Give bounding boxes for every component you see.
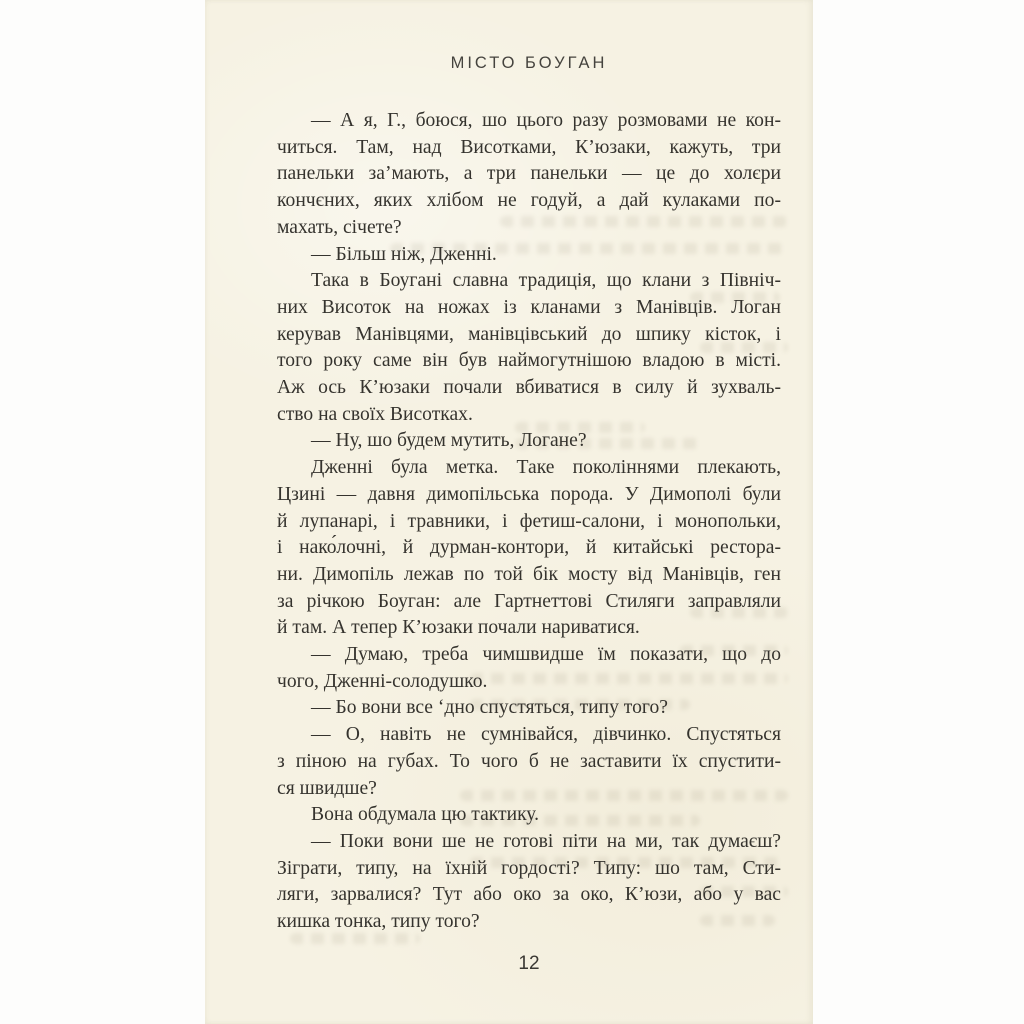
- text-line: Зіграти, типу, на їхній гордості? Типу: шо там, Сти-: [277, 857, 781, 879]
- text-line: панельки за’мають, а три панельки — це до холєри: [277, 163, 781, 185]
- book-page: [205, 0, 813, 1024]
- text-line: — Ну, шо будем мутить, Логане?: [311, 430, 587, 452]
- text-line: Аж ось К’юзаки почали вбиватися в силу й зухваль-: [277, 377, 781, 399]
- text-line: махать, січете?: [277, 216, 402, 238]
- text-line: і нако́лочні, й дурман-контори, й китайські рестора-: [277, 537, 781, 559]
- text-line: — О, навіть не сумнівайся, дівчинко. Спустяться: [311, 724, 781, 746]
- text-line: — А я, Г., боюся, шо цього разу розмовами не кон-: [311, 110, 781, 131]
- text-line: — Більш ніж, Дженні.: [311, 243, 497, 265]
- text-line: ни. Димопіль лежав по той бік мосту від Манівців, ген: [277, 563, 781, 585]
- text-line: того року саме він був наймогутнішою владою в місті.: [277, 350, 781, 372]
- text-line: ляги, зарвалися? Тут або око за око, К’юзи, або у вас: [277, 884, 781, 906]
- text-line: кончєних, яких хлібом не годуй, а дай кулаками по-: [277, 190, 781, 212]
- text-line: за річкою Боуган: але Гартнеттові Стиляги заправляли: [277, 590, 781, 612]
- text-line: них Висоток на ножах із кланами з Манівців. Логан: [277, 296, 781, 318]
- text-line: керував Манівцями, манівцівський до шпику кісток, і: [277, 323, 781, 345]
- text-line: й там. А тепер К’юзаки почали нариватися.: [277, 617, 640, 639]
- text-line: — Думаю, треба чимшвидше їм показати, що до: [311, 644, 781, 666]
- text-line: читься. Там, над Висотками, К’юзаки, кажуть, три: [277, 136, 781, 158]
- text-line: Така в Боугані славна традиція, що клани з Північ-: [311, 270, 781, 292]
- text-line: — Поки вони ше не готові піти на ми, так думаєш?: [311, 830, 781, 852]
- body-text: [277, 108, 781, 936]
- text-line: — Бо вони все ‘дно спустяться, типу того?: [311, 697, 668, 719]
- running-head: МІСТО БОУГАН: [450, 54, 608, 72]
- text-line: ся швидше?: [277, 777, 377, 799]
- text-line: Цзині — давня димопільська порода. У Димополі були: [277, 483, 781, 505]
- page-number: 12: [518, 953, 540, 974]
- text-line: ство на своїх Висотках.: [277, 403, 473, 425]
- text-line: кишка тонка, типу того?: [277, 911, 480, 933]
- text-line: з піною на губах. То чого б не заставити їх спустити-: [277, 750, 781, 772]
- text-line: Вона обдумала цю тактику.: [311, 804, 540, 826]
- text-line: й лупанарі, і травники, і фетиш-салони, і монопольки,: [277, 510, 781, 532]
- text-line: Дженні була метка. Таке поколіннями плекають,: [311, 457, 781, 479]
- text-line: чого, Дженні-солодушко.: [277, 670, 488, 692]
